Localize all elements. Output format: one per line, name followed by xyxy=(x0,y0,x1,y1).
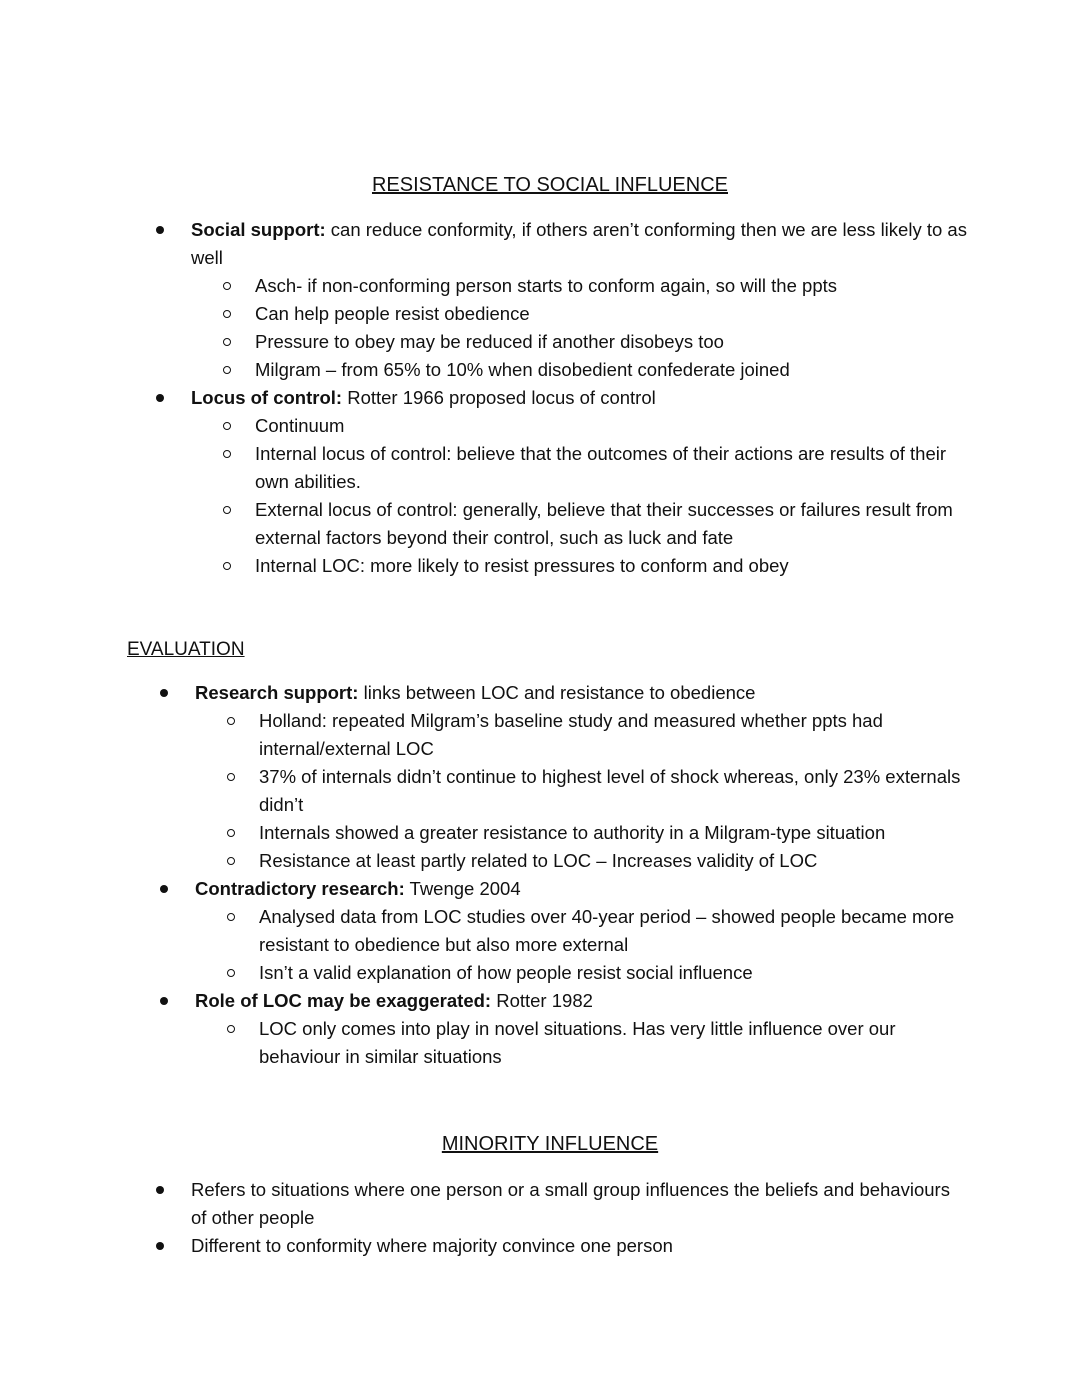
item-text: Rotter 1966 proposed locus of control xyxy=(342,387,656,408)
sub-item: Resistance at least partly related to LOC – Increases validity of LOC xyxy=(131,847,961,875)
list-item: Different to conformity where majority convince one person xyxy=(127,1232,967,1260)
minority-title: MINORITY INFLUENCE xyxy=(441,1133,659,1155)
sub-item: Internal locus of control: believe that the outcomes of their actions are results of their own abilities. xyxy=(127,440,967,496)
list-item: Refers to situations where one person or a small group influences the beliefs and behaviours of other people xyxy=(127,1176,967,1232)
item-lead: Locus of control: xyxy=(191,387,343,408)
sub-item: Analysed data from LOC studies over 40-year period – showed people became more resistant to obedience but also more external xyxy=(131,903,961,959)
sub-item: Isn’t a valid explanation of how people resist social influence xyxy=(131,959,961,987)
sub-item: Pressure to obey may be reduced if another disobeys too xyxy=(127,328,967,356)
item-lead: Role of LOC may be exaggerated: xyxy=(195,990,492,1011)
item-text: Twenge 2004 xyxy=(404,878,521,899)
sub-item: 37% of internals didn’t continue to highest level of shock whereas, only 23% externals didn’t xyxy=(131,763,961,819)
minority-list xyxy=(127,1176,967,1260)
item-lead: Social support: xyxy=(191,219,326,240)
item-text: can reduce conformity, if others aren’t conforming then we are less likely to as well xyxy=(191,219,967,268)
list-item xyxy=(131,987,961,1015)
sub-item: Continuum xyxy=(127,412,967,440)
list-item xyxy=(127,384,967,412)
list-item xyxy=(131,875,961,903)
list-item xyxy=(131,679,961,707)
sub-item: Milgram – from 65% to 10% when disobedient confederate joined xyxy=(127,356,967,384)
sub-item: Can help people resist obedience xyxy=(127,300,967,328)
evaluation-heading: EVALUATION xyxy=(127,639,245,660)
item-text: links between LOC and resistance to obedience xyxy=(358,682,756,703)
sub-item: LOC only comes into play in novel situations. Has very little influence over our behaviour in similar situations xyxy=(131,1015,961,1071)
sub-item: External locus of control: generally, believe that their successes or failures result from external factors beyond their control, such as luck and fate xyxy=(127,496,967,552)
sub-item: Holland: repeated Milgram’s baseline study and measured whether ppts had internal/external LOC xyxy=(131,707,961,763)
evaluation-list xyxy=(131,679,961,1071)
list-item xyxy=(127,216,967,272)
resistance-list xyxy=(127,216,967,580)
item-lead: Contradictory research: xyxy=(195,878,405,899)
sub-item: Internal LOC: more likely to resist pressures to conform and obey xyxy=(127,552,967,580)
item-text: Rotter 1982 xyxy=(491,990,593,1011)
sub-item: Asch- if non-conforming person starts to conform again, so will the ppts xyxy=(127,272,967,300)
item-lead: Research support: xyxy=(195,682,359,703)
sub-item: Internals showed a greater resistance to authority in a Milgram-type situation xyxy=(131,819,961,847)
resistance-title: RESISTANCE TO SOCIAL INFLUENCE xyxy=(371,174,728,196)
